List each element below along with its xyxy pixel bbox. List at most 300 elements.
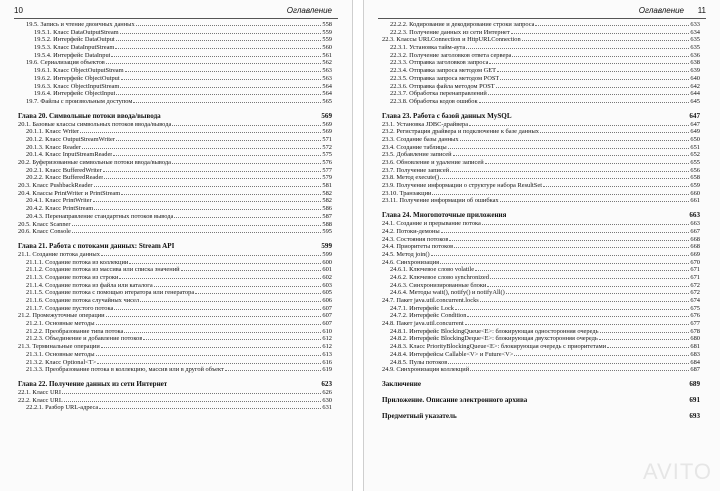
toc-entry-title: 24.6.2. Ключевое слово synchronized (390, 273, 489, 281)
dot-leader (440, 178, 689, 179)
toc-entry-title: 24.8.3. Класс PriorityBlockingQueue<E>: блокирующая очередь с приоритетами (390, 343, 607, 351)
toc-entry-page: 613 (322, 350, 332, 358)
toc-entry-page: 689 (689, 379, 700, 388)
toc-entry-page: 569 (322, 120, 332, 128)
toc-chapter-entry (382, 112, 700, 121)
toc-entry-page: 564 (322, 82, 332, 90)
watermark: AVITO (643, 459, 712, 484)
toc-entry-page: 640 (690, 74, 700, 82)
toc-entry (18, 36, 332, 44)
dot-leader (431, 255, 690, 256)
toc-entry-page: 639 (690, 67, 700, 75)
toc-entry-page: 668 (690, 235, 700, 243)
toc-entry-page: 561 (322, 51, 332, 59)
toc-entry-page: 582 (322, 197, 332, 205)
dot-leader (119, 278, 321, 279)
toc-entry (18, 21, 332, 29)
toc-chapter-entry (18, 380, 332, 389)
toc-entry-page: 678 (690, 327, 700, 335)
toc-entry-title: 21.1.3. Создание потока из строки (26, 273, 119, 281)
dot-leader (506, 293, 690, 294)
dot-leader (500, 201, 690, 202)
toc-entry-page: 693 (689, 411, 700, 420)
toc-entry (18, 343, 332, 351)
toc-entry-page: 669 (690, 250, 700, 258)
toc-entry-page: 607 (322, 312, 332, 320)
dot-leader (195, 293, 321, 294)
toc-entry (18, 98, 332, 106)
dot-leader (94, 209, 321, 210)
dot-leader (607, 347, 689, 348)
dot-leader (455, 309, 689, 310)
running-title: Оглавление (638, 6, 684, 15)
toc-entry (382, 151, 700, 159)
toc-entry-title: 19.5.2. Интерфейс DataOutput (34, 36, 115, 44)
toc-entry-title: 24.6.4. Методы wait(), notify() и notifyAll() (390, 289, 505, 297)
toc-entry-title: 23.8. Метод execute() (382, 174, 440, 182)
dot-leader (101, 255, 322, 256)
dot-leader (497, 71, 689, 72)
dot-leader (114, 309, 321, 310)
toc-entry (18, 174, 332, 182)
left-page (0, 0, 353, 491)
toc-entry (18, 259, 332, 267)
toc-entry-page: 681 (690, 343, 700, 351)
toc-entry-page: 634 (690, 28, 700, 36)
toc-chapter-entry (382, 412, 700, 421)
toc-entry-page: 626 (322, 388, 332, 396)
toc-entry (18, 335, 332, 343)
dot-leader (512, 56, 689, 57)
toc-entry-title: 22.3.6. Отправка файла методом POST (390, 82, 495, 90)
dot-leader (469, 125, 689, 126)
toc-entry-page: 677 (690, 320, 700, 328)
toc-entry-page: 599 (322, 250, 332, 258)
dot-leader (103, 171, 322, 172)
dot-leader (448, 148, 690, 149)
toc-entry-page: 644 (690, 90, 700, 98)
toc-entry-page: 572 (322, 143, 332, 151)
toc-entry-title: 24.6.3. Синхронизированные блоки (390, 281, 487, 289)
toc-entry-title: Глава 22. Получение данных из сети Интернет (18, 379, 168, 388)
toc-entry (18, 83, 332, 91)
dot-leader (480, 301, 690, 302)
dot-leader (172, 125, 321, 126)
toc-entry-title: 20.4.3. Перенаправление стандартных потоков вывода (26, 212, 174, 220)
dot-leader (124, 332, 321, 333)
toc-entry-page: 655 (690, 159, 700, 166)
toc-entry-title: Приложение. Описание электронного архива (382, 395, 528, 404)
toc-entry-page: 691 (689, 395, 700, 404)
toc-entry (382, 236, 700, 244)
dot-leader (465, 324, 690, 325)
dot-leader (154, 286, 322, 287)
toc-entry-title: 22.2.3. Получение данных из сети Интернет (390, 28, 510, 36)
toc-entry (382, 366, 700, 374)
toc-entry (18, 29, 332, 37)
toc-entry-page: 656 (690, 166, 700, 174)
dot-leader (496, 87, 690, 88)
toc-entry-page: 658 (690, 174, 700, 182)
toc-entry-page: 652 (690, 151, 700, 159)
toc-entry-page: 575 (322, 151, 332, 159)
toc-entry-title: 24.8.2. Интерфейс BlockingDeque<E>: блокирующая двухсторонняя очередь (390, 335, 598, 343)
toc-entry-page: 642 (690, 82, 700, 90)
toc-entry (18, 205, 332, 213)
toc-entry (18, 159, 332, 167)
toc-entry-title: Глава 20. Символьные потоки ввода/вывода (18, 111, 161, 120)
toc-entry (18, 404, 332, 412)
dot-leader (62, 393, 321, 394)
toc-entry-title: 23.6. Обновление и удаление записей (382, 159, 484, 166)
dot-leader (225, 370, 322, 371)
toc-entry-page: 601 (322, 266, 332, 274)
toc-entry-title: 21.3.3. Преобразование потока в коллекцию, массив или в другой объект (26, 366, 224, 374)
toc-entry-title: 19.5.4. Интерфейс DataInput (34, 51, 111, 59)
toc-entry (18, 221, 332, 229)
toc-entry-page: 645 (690, 97, 700, 105)
toc-entry-page: 582 (322, 189, 332, 197)
toc-entry-title: 19.5.3. Класс DataInputStream (34, 44, 115, 52)
toc-entry (18, 266, 332, 274)
toc-entry-page: 605 (322, 289, 332, 297)
toc-entry (382, 359, 700, 367)
toc-entry (18, 44, 332, 52)
toc-entry (18, 182, 332, 190)
dot-leader (129, 263, 321, 264)
toc-entry (382, 243, 700, 251)
dot-leader (143, 339, 321, 340)
toc-entry-title: 21.3.1. Основные методы (26, 350, 95, 358)
toc-entry (18, 312, 332, 320)
toc-entry-page: 672 (690, 281, 700, 289)
toc-entry (382, 136, 700, 144)
dot-leader (514, 355, 689, 356)
toc-entry (18, 228, 332, 236)
toc-entry-page: 576 (322, 159, 332, 166)
toc-entry (382, 90, 700, 98)
toc-entry (18, 397, 332, 405)
toc-entry-title: 23.3. Создание базы данных (382, 135, 459, 143)
toc-entry (382, 228, 700, 236)
toc-entry-title: 23.4. Создание таблицы (382, 143, 447, 151)
toc-entry-title: 22.3. Классы URLConnection и HttpURLConnection (382, 36, 521, 44)
toc-entry-page: 668 (690, 243, 700, 251)
toc-entry-title: 24.2. Потоки-демоны (382, 227, 440, 235)
toc-entry (382, 128, 700, 136)
toc-entry-page: 577 (322, 166, 332, 174)
toc-entry (18, 282, 332, 290)
toc-entry-page: 674 (690, 297, 700, 304)
dot-leader (104, 178, 321, 179)
dot-leader (540, 132, 689, 133)
toc-entry-title: 20.4.1. Класс PrintWriter (26, 197, 92, 205)
toc-entry (18, 121, 332, 129)
toc-entry-title: 19.5. Запись и чтение двоичных данных (26, 21, 135, 28)
dot-leader (172, 163, 321, 164)
running-head (14, 6, 338, 19)
toc-entry-title: 20.2.2. Класс BufferedReader (26, 174, 104, 182)
dot-leader (489, 63, 689, 64)
toc-entry-page: 579 (322, 174, 332, 182)
toc-entry-title: 24.3. Состояния потоков (382, 235, 449, 243)
dot-leader (449, 240, 689, 241)
toc-entry-title: 21.2.1. Основные методы (26, 320, 95, 328)
toc-list (382, 21, 700, 421)
toc-entry-page: 671 (690, 266, 700, 274)
page-number: 11 (697, 6, 706, 15)
toc-entry (382, 182, 700, 190)
toc-entry (18, 320, 332, 328)
toc-entry-title: 24.1. Создание и прерывание потока (382, 220, 481, 228)
dot-leader (500, 79, 689, 80)
toc-entry (18, 75, 332, 83)
toc-entry-page: 559 (322, 28, 332, 36)
right-page (363, 0, 720, 491)
toc-entry (18, 213, 332, 221)
toc-entry-page: 563 (322, 67, 332, 75)
toc-entry-page: 571 (322, 135, 332, 143)
toc-entry-title: 21.2.2. Преобразование типа потока (26, 327, 124, 335)
toc-entry-page: 651 (690, 143, 700, 151)
toc-entry (382, 159, 700, 167)
dot-leader (475, 270, 689, 271)
dot-leader (106, 316, 322, 317)
toc-entry-title: 21.1. Создание потока данных (18, 250, 100, 258)
toc-entry (18, 274, 332, 282)
toc-entry-page: 635 (690, 44, 700, 52)
toc-entry (18, 90, 332, 98)
dot-leader (82, 148, 322, 149)
toc-entry-page: 647 (689, 111, 700, 120)
toc-entry (382, 83, 700, 91)
dot-leader (543, 186, 689, 187)
toc-entry-title: 20.4. Классы PrintWriter и PrintStream (18, 189, 121, 197)
toc-entry-title: 20.2.1. Класс BufferedWriter (26, 166, 102, 174)
toc-entry-title: 21.2. Промежуточные операции (18, 312, 105, 320)
toc-entry-title: 22.2.2. Кодирование и декодирование строки запроса (390, 21, 535, 28)
toc-entry (382, 29, 700, 37)
toc-entry-title: 24.7.1. Интерфейс Lock (390, 304, 454, 312)
toc-entry (382, 98, 700, 106)
dot-leader (466, 48, 689, 49)
dot-leader (535, 25, 689, 26)
toc-entry-page: 663 (690, 220, 700, 228)
toc-entry-title: 24.6.1. Ключевое слово volatile (390, 266, 475, 274)
toc-list (18, 21, 332, 412)
dot-leader (511, 33, 690, 34)
toc-entry (18, 289, 332, 297)
toc-entry-title: 23.9. Получение информации о структуре набора ResultSet (382, 182, 542, 190)
toc-entry-title: 24.4. Приоритеты потоков (382, 243, 454, 251)
toc-entry-title: 20.1.2. Класс OutputStreamWriter (26, 135, 116, 143)
toc-entry-page: 602 (322, 273, 332, 281)
toc-entry (18, 351, 332, 359)
toc-entry (18, 297, 332, 305)
toc-entry-title: 20.1. Базовые классы символьных потоков ввода/вывода (18, 120, 172, 128)
toc-entry (382, 305, 700, 313)
toc-chapter-entry (18, 112, 332, 121)
dot-leader (93, 201, 322, 202)
toc-entry-page: 565 (322, 97, 332, 105)
dot-leader (94, 186, 322, 187)
toc-entry-page: 569 (321, 111, 332, 120)
toc-entry-title: 24.8.4. Интерфейсы Callable<V> и Future<V> (390, 350, 514, 358)
toc-entry-page: 667 (690, 227, 700, 235)
toc-entry-page: 675 (690, 304, 700, 312)
toc-entry (18, 151, 332, 159)
toc-entry (18, 305, 332, 313)
toc-entry (18, 167, 332, 175)
toc-entry-title: 19.6.3. Класс ObjectInputStream (34, 82, 120, 90)
toc-entry (382, 297, 700, 305)
toc-entry-page: 671 (690, 273, 700, 281)
toc-entry (382, 312, 700, 320)
toc-entry-page: 588 (322, 220, 332, 228)
dot-leader (600, 332, 690, 333)
toc-entry-page: 660 (690, 189, 700, 197)
toc-entry-page: 633 (690, 21, 700, 28)
toc-entry-page: 607 (322, 304, 332, 312)
toc-entry (382, 59, 700, 67)
toc-entry-title: 21.3. Терминальные операции (18, 343, 100, 351)
toc-entry (382, 328, 700, 336)
toc-entry-title: 24.8. Пакет java.util.concurrent (382, 320, 464, 328)
toc-entry (382, 121, 700, 129)
toc-entry-page: 606 (322, 297, 332, 304)
dot-leader (116, 40, 322, 41)
toc-entry (382, 343, 700, 351)
dot-leader (120, 33, 322, 34)
dot-leader (120, 87, 321, 88)
dot-leader (116, 140, 321, 141)
toc-entry-page: 564 (322, 90, 332, 98)
toc-entry (382, 266, 700, 274)
toc-entry-page: 581 (322, 182, 332, 190)
toc-entry-page: 619 (322, 366, 332, 374)
toc-entry-title: Заключение (382, 379, 421, 388)
toc-entry-page: 650 (690, 135, 700, 143)
toc-entry-title: 21.1.2. Создание потока из массива или списка значений (26, 266, 180, 274)
toc-entry-title: 20.1.1. Класс Writer (26, 128, 80, 136)
toc-entry-title: 23.10. Транзакции (382, 189, 432, 197)
toc-entry (382, 36, 700, 44)
toc-entry-page: 659 (690, 182, 700, 190)
dot-leader (96, 324, 322, 325)
toc-entry (382, 274, 700, 282)
dot-leader (113, 155, 321, 156)
toc-entry-title: 21.1.1. Создание потока из коллекции (26, 258, 129, 266)
toc-entry-title: 21.1.6. Создание потока случайных чисел (26, 297, 140, 304)
toc-entry-title: 24.8.1. Интерфейс BlockingQueue<E>: блокирующая односторонняя очередь (390, 327, 599, 335)
dot-leader (136, 25, 322, 26)
toc-entry-title: 19.6. Сериализация объектов (26, 59, 105, 67)
toc-entry (382, 190, 700, 198)
toc-entry-title: 21.1.7. Создание пустого потока (26, 304, 114, 312)
toc-entry-page: 676 (690, 312, 700, 320)
toc-entry-title: 21.1.5. Создание потока с помощью итератора или генератора (26, 289, 195, 297)
toc-entry (18, 190, 332, 198)
toc-entry-page: 612 (322, 343, 332, 351)
running-title: Оглавление (286, 6, 332, 15)
toc-entry-title: Глава 23. Работа с базой данных MySQL (382, 111, 512, 120)
dot-leader (96, 355, 322, 356)
toc-entry-title: 22.3.8. Обработка кодов ошибок (390, 97, 478, 105)
toc-entry-title: 22.1. Класс URI (18, 388, 61, 396)
toc-chapter-entry (382, 396, 700, 405)
toc-entry-title: 21.3.2. Класс Optional<T> (26, 358, 97, 366)
toc-entry-page: 684 (690, 358, 700, 366)
toc-entry-page: 586 (322, 205, 332, 213)
dot-leader (101, 347, 322, 348)
dot-leader (99, 408, 321, 409)
toc-entry-title: 20.3. Класс PushbackReader (18, 182, 93, 190)
toc-entry (382, 197, 700, 205)
toc-entry (382, 21, 700, 29)
toc-entry-title: 22.2.1. Разбор URL-адреса (26, 404, 99, 412)
toc-entry-page: 680 (690, 335, 700, 343)
dot-leader (64, 401, 322, 402)
toc-entry (382, 220, 700, 228)
toc-entry (382, 259, 700, 267)
toc-entry (382, 167, 700, 175)
toc-entry-title: 22.3.7. Обработка перенаправлений (390, 90, 487, 98)
toc-entry (18, 389, 332, 397)
toc-entry-page: 559 (322, 36, 332, 44)
toc-entry (382, 44, 700, 52)
toc-entry-title: 22.3.1. Установка тайм-аута (390, 44, 466, 52)
toc-entry-page: 687 (690, 366, 700, 374)
dot-leader (453, 155, 690, 156)
toc-entry (18, 366, 332, 374)
toc-entry-page: 600 (322, 258, 332, 266)
toc-entry (382, 251, 700, 259)
toc-entry-page: 599 (321, 241, 332, 250)
toc-entry (18, 328, 332, 336)
dot-leader (599, 339, 690, 340)
toc-entry (382, 351, 700, 359)
dot-leader (490, 278, 689, 279)
toc-entry (382, 67, 700, 75)
page-number: 10 (14, 6, 23, 15)
toc-entry (382, 75, 700, 83)
dot-leader (450, 171, 689, 172)
toc-entry-page: 663 (689, 211, 700, 220)
toc-entry-page: 558 (322, 21, 332, 28)
toc-entry-page: 630 (322, 396, 332, 404)
toc-entry-page: 603 (322, 281, 332, 289)
toc-entry-page: 616 (322, 358, 332, 366)
toc-entry-title: 20.1.3. Класс Reader (26, 143, 81, 151)
toc-entry-title: 19.6.2. Интерфейс ObjectOutput (34, 74, 120, 82)
toc-entry-title: 19.5.1. Класс DataOutputStream (34, 28, 119, 36)
toc-entry (18, 59, 332, 67)
dot-leader (522, 40, 690, 41)
dot-leader (482, 224, 690, 225)
toc-entry (382, 335, 700, 343)
toc-entry (382, 289, 700, 297)
toc-entry-page: 661 (690, 197, 700, 205)
toc-entry-title: 22.2. Класс URL (18, 396, 63, 404)
toc-chapter-entry (382, 380, 700, 389)
toc-entry-title: 24.6. Синхронизация (382, 258, 440, 266)
dot-leader (121, 194, 321, 195)
toc-entry (382, 282, 700, 290)
dot-leader (448, 363, 689, 364)
dot-leader (432, 194, 689, 195)
toc-entry-title: 23.7. Получение записей (382, 166, 450, 174)
dot-leader (485, 163, 690, 164)
